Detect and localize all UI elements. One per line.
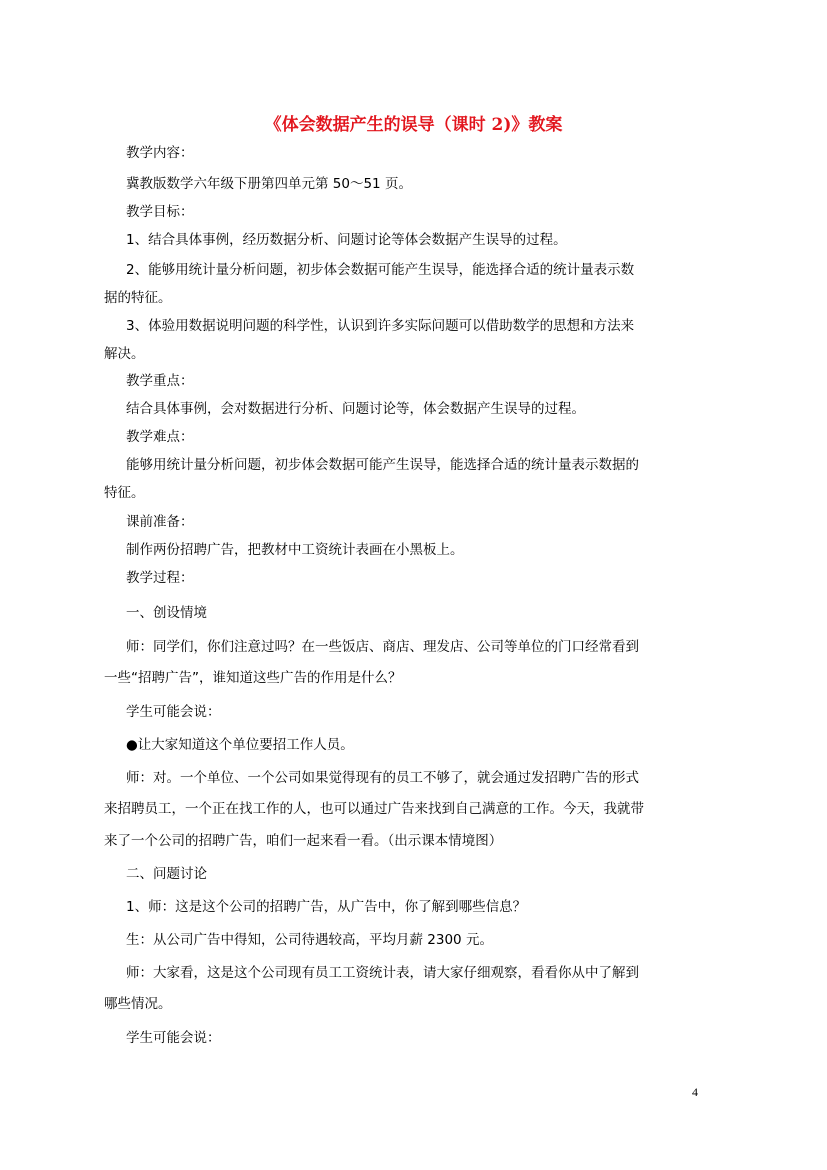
- text-line: 教学内容：: [126, 145, 194, 161]
- text-line: 学生可能会说：: [126, 1030, 221, 1046]
- text-line: 学生可能会说：: [126, 704, 221, 720]
- text-line: 生：从公司广告中得知，公司待遇较高，平均月薪 2300 元。: [126, 932, 493, 948]
- text-line: 哪些情况。: [104, 996, 172, 1012]
- text-line: 据的特征。: [104, 290, 172, 306]
- text-line: 一些“招聘广告”，谁知道这些广告的作用是什么？: [104, 670, 402, 686]
- text-line: 解决。: [104, 346, 145, 362]
- text-line: 冀教版数学六年级下册第四单元第 50～51 页。: [126, 176, 412, 192]
- section-heading: 一、创设情境: [126, 605, 207, 621]
- text-line: 1、师：这是这个公司的招聘广告，从广告中，你了解到哪些信息？: [126, 899, 527, 915]
- section-heading: 二、问题讨论: [126, 866, 207, 882]
- text-line: 来了一个公司的招聘广告，咱们一起来看一看。（出示课本情境图）: [104, 833, 503, 849]
- text-line: 课前准备：: [126, 514, 194, 530]
- bullet-item: ●让大家知道这个单位要招工作人员。: [126, 737, 354, 753]
- text-line: 师：同学们，你们注意过吗？在一些饭店、商店、理发店、公司等单位的门口经常看到: [126, 639, 639, 655]
- text-line: 能够用统计量分析问题，初步体会数据可能产生误导，能选择合适的统计量表示数据的: [126, 457, 639, 473]
- text-line: 2、能够用统计量分析问题，初步体会数据可能产生误导，能选择合适的统计量表示数: [126, 262, 635, 278]
- text-line: 1、结合具体事例，经历数据分析、问题讨论等体会数据产生误导的过程。: [126, 232, 567, 248]
- text-line: 制作两份招聘广告，把教材中工资统计表画在小黑板上。: [126, 542, 464, 558]
- text-line: 来招聘员工，一个正在找工作的人，也可以通过广告来找到自己满意的工作。今天，我就带: [104, 801, 644, 817]
- text-line: 教学难点：: [126, 429, 194, 445]
- text-line: 结合具体事例，会对数据进行分析、问题讨论等，体会数据产生误导的过程。: [126, 401, 585, 417]
- text-line: 师：大家看，这是这个公司现有员工工资统计表，请大家仔细观察，看看你从中了解到: [126, 965, 639, 981]
- text-line: 教学重点：: [126, 373, 194, 389]
- text-line: 教学过程：: [126, 570, 194, 586]
- text-line: 特征。: [104, 485, 145, 501]
- text-line: 3、体验用数据说明问题的科学性，认识到许多实际问题可以借助数学的思想和方法来: [126, 318, 635, 334]
- document-title: 《体会数据产生的误导（课时 2)》教案: [264, 115, 563, 135]
- page-number: 4: [692, 1085, 698, 1099]
- text-line: 教学目标：: [126, 204, 194, 220]
- text-line: 师：对。一个单位、一个公司如果觉得现有的员工不够了，就会通过发招聘广告的形式: [126, 770, 639, 786]
